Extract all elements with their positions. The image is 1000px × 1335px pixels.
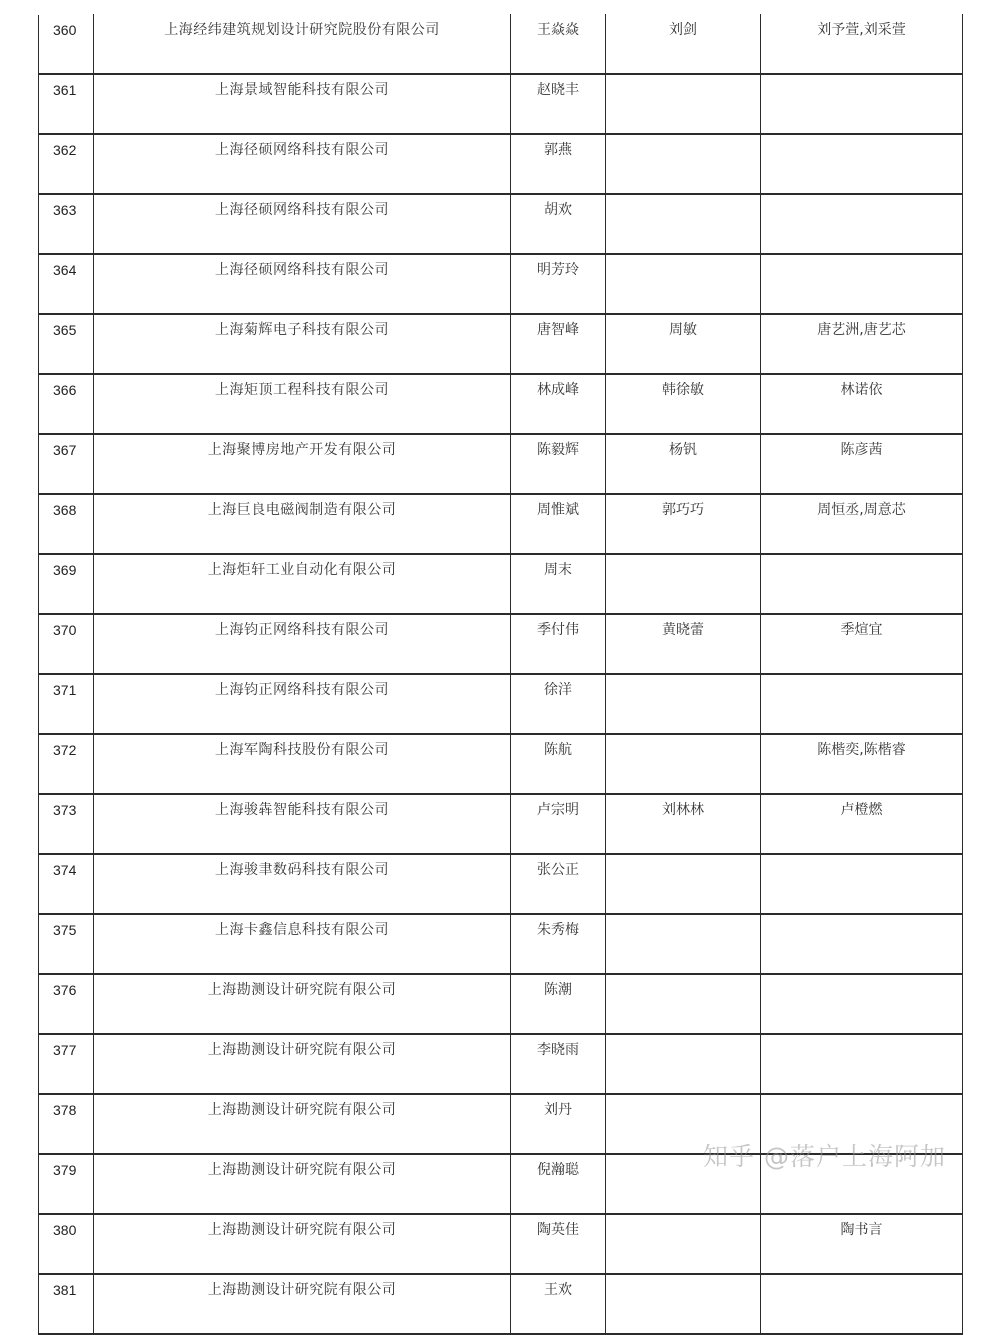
spouse-name-cell [606, 674, 761, 734]
table-row [39, 494, 963, 554]
company-cell: 上海卡鑫信息科技有限公司 [94, 914, 511, 974]
spouse-name-cell [606, 1274, 761, 1334]
applicant-name-cell: 卢宗明 [511, 794, 606, 854]
applicant-name-cell: 郭燕 [511, 134, 606, 194]
spouse-name-cell [606, 74, 761, 134]
company-cell: 上海聚博房地产开发有限公司 [94, 434, 511, 494]
spouse-name-cell [606, 974, 761, 1034]
company-cell: 上海炬轩工业自动化有限公司 [94, 554, 511, 614]
table-row [39, 254, 963, 314]
applicant-name-cell: 周惟斌 [511, 494, 606, 554]
children-names-cell [761, 1034, 963, 1094]
company-cell: 上海勘测设计研究院有限公司 [94, 974, 511, 1034]
company-cell: 上海勘测设计研究院有限公司 [94, 1034, 511, 1094]
row-number-cell: 380 [39, 1214, 94, 1274]
children-names-cell [761, 134, 963, 194]
spouse-name-cell [606, 734, 761, 794]
row-number-cell: 369 [39, 554, 94, 614]
spouse-name-cell [606, 1214, 761, 1274]
children-names-cell [761, 674, 963, 734]
row-number-cell: 371 [39, 674, 94, 734]
company-cell: 上海径硕网络科技有限公司 [94, 194, 511, 254]
row-number-cell: 365 [39, 314, 94, 374]
children-names-cell [761, 974, 963, 1034]
applicant-name-cell: 张公正 [511, 854, 606, 914]
applicant-name-cell: 李晓雨 [511, 1034, 606, 1094]
spouse-name-cell [606, 854, 761, 914]
spouse-name-cell: 韩徐敏 [606, 374, 761, 434]
row-number-cell: 381 [39, 1274, 94, 1334]
table-row [39, 734, 963, 794]
row-number-cell: 368 [39, 494, 94, 554]
applicant-name-cell: 胡欢 [511, 194, 606, 254]
row-number-cell: 376 [39, 974, 94, 1034]
row-number-cell: 372 [39, 734, 94, 794]
table-row [39, 794, 963, 854]
company-cell: 上海骏聿数码科技有限公司 [94, 854, 511, 914]
applicant-name-cell: 唐智峰 [511, 314, 606, 374]
row-number-cell: 360 [39, 15, 94, 75]
spouse-name-cell [606, 134, 761, 194]
company-cell: 上海巨良电磁阀制造有限公司 [94, 494, 511, 554]
table-row [39, 194, 963, 254]
row-number-cell: 377 [39, 1034, 94, 1094]
spouse-name-cell: 刘剑 [606, 15, 761, 75]
row-number-cell: 363 [39, 194, 94, 254]
applicant-name-cell: 陶英佳 [511, 1214, 606, 1274]
company-cell: 上海勘测设计研究院有限公司 [94, 1154, 511, 1214]
applicant-name-cell: 陈潮 [511, 974, 606, 1034]
children-names-cell: 周恒丞,周意芯 [761, 494, 963, 554]
spouse-name-cell [606, 554, 761, 614]
company-cell: 上海勘测设计研究院有限公司 [94, 1274, 511, 1334]
children-names-cell [761, 554, 963, 614]
company-cell: 上海军陶科技股份有限公司 [94, 734, 511, 794]
children-names-cell: 刘予萱,刘采萱 [761, 15, 963, 75]
spouse-name-cell [606, 914, 761, 974]
spouse-name-cell: 刘林林 [606, 794, 761, 854]
table-row [39, 854, 963, 914]
company-cell: 上海勘测设计研究院有限公司 [94, 1214, 511, 1274]
children-names-cell: 唐艺洲,唐艺芯 [761, 314, 963, 374]
row-number-cell: 370 [39, 614, 94, 674]
table-row [39, 1274, 963, 1334]
row-number-cell: 361 [39, 74, 94, 134]
applicant-name-cell: 陈航 [511, 734, 606, 794]
children-names-cell [761, 914, 963, 974]
applicant-name-cell: 周末 [511, 554, 606, 614]
children-names-cell: 季煊宜 [761, 614, 963, 674]
children-names-cell [761, 194, 963, 254]
applicant-name-cell: 刘丹 [511, 1094, 606, 1154]
company-cell: 上海菊辉电子科技有限公司 [94, 314, 511, 374]
table-row [39, 974, 963, 1034]
applicant-name-cell: 朱秀梅 [511, 914, 606, 974]
children-names-cell: 陈彦茜 [761, 434, 963, 494]
row-number-cell: 379 [39, 1154, 94, 1214]
applicant-name-cell: 徐洋 [511, 674, 606, 734]
table-row [39, 674, 963, 734]
table-row [39, 614, 963, 674]
table-row [39, 74, 963, 134]
children-names-cell [761, 254, 963, 314]
children-names-cell: 陈楷奕,陈楷睿 [761, 734, 963, 794]
spouse-name-cell [606, 194, 761, 254]
company-cell: 上海骏犇智能科技有限公司 [94, 794, 511, 854]
company-cell: 上海矩顶工程科技有限公司 [94, 374, 511, 434]
applicant-name-cell: 王欢 [511, 1274, 606, 1334]
children-names-cell: 林诺依 [761, 374, 963, 434]
spouse-name-cell [606, 1034, 761, 1094]
applicant-name-cell: 倪瀚聪 [511, 1154, 606, 1214]
row-number-cell: 364 [39, 254, 94, 314]
applicant-name-cell: 明芳玲 [511, 254, 606, 314]
table-row [39, 1034, 963, 1094]
company-cell: 上海钧正网络科技有限公司 [94, 614, 511, 674]
company-cell: 上海钧正网络科技有限公司 [94, 674, 511, 734]
table-row [39, 134, 963, 194]
company-cell: 上海径硕网络科技有限公司 [94, 134, 511, 194]
table-row [39, 914, 963, 974]
watermark-text: 知乎 @落户上海阿加 [703, 1142, 946, 1171]
company-cell: 上海径硕网络科技有限公司 [94, 254, 511, 314]
row-number-cell: 367 [39, 434, 94, 494]
row-number-cell: 374 [39, 854, 94, 914]
spouse-name-cell: 郭巧巧 [606, 494, 761, 554]
applicant-name-cell: 林成峰 [511, 374, 606, 434]
row-number-cell: 375 [39, 914, 94, 974]
roster-table-body [39, 15, 963, 1335]
row-number-cell: 378 [39, 1094, 94, 1154]
applicant-name-cell: 赵晓丰 [511, 74, 606, 134]
children-names-cell [761, 854, 963, 914]
table-row [39, 434, 963, 494]
table-row [39, 15, 963, 75]
children-names-cell: 卢橙燃 [761, 794, 963, 854]
company-cell: 上海景域智能科技有限公司 [94, 74, 511, 134]
table-row [39, 554, 963, 614]
roster-sheet [38, 14, 962, 1335]
row-number-cell: 366 [39, 374, 94, 434]
spouse-name-cell: 杨钒 [606, 434, 761, 494]
row-number-cell: 373 [39, 794, 94, 854]
applicant-name-cell: 陈毅辉 [511, 434, 606, 494]
children-names-cell: 陶书言 [761, 1214, 963, 1274]
company-cell: 上海勘测设计研究院有限公司 [94, 1094, 511, 1154]
children-names-cell [761, 1274, 963, 1334]
table-row [39, 374, 963, 434]
spouse-name-cell [606, 254, 761, 314]
spouse-name-cell: 周敏 [606, 314, 761, 374]
children-names-cell [761, 74, 963, 134]
roster-table [38, 14, 963, 1335]
applicant-name-cell: 季付伟 [511, 614, 606, 674]
table-row [39, 314, 963, 374]
row-number-cell: 362 [39, 134, 94, 194]
spouse-name-cell: 黄晓蕾 [606, 614, 761, 674]
table-row [39, 1214, 963, 1274]
applicant-name-cell: 王焱焱 [511, 15, 606, 75]
company-cell: 上海经纬建筑规划设计研究院股份有限公司 [94, 15, 511, 75]
